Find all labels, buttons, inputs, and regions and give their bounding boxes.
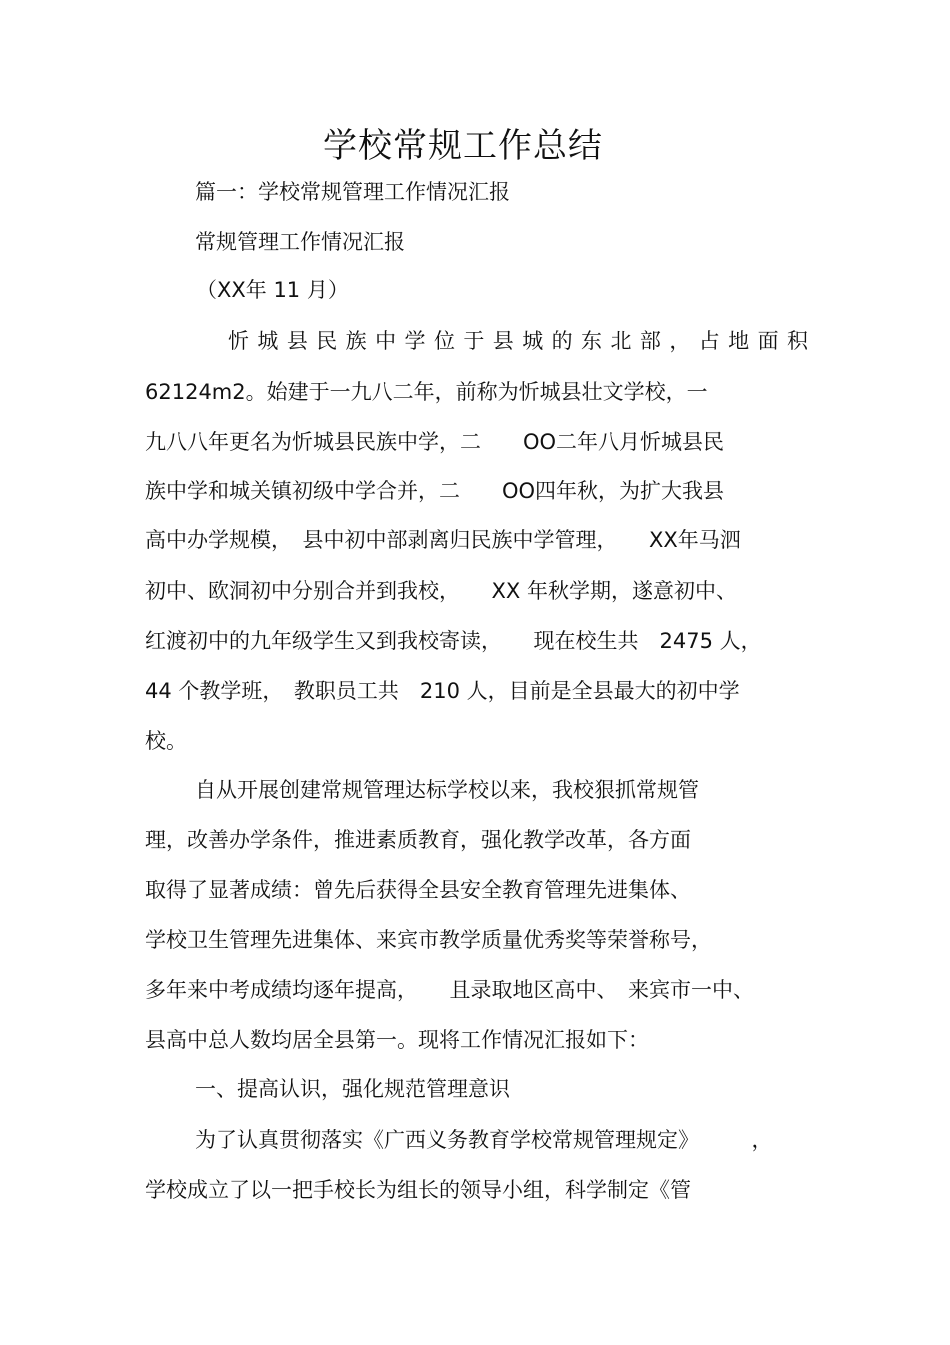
report-title: 常规管理工作情况汇报 bbox=[195, 230, 405, 254]
paragraph-line: 学校成立了以一把手校长为组长的领导小组，科学制定《管 bbox=[145, 1178, 691, 1202]
paragraph-line: 族中学和城关镇初级中学合并，二 OO四年秋，为扩大我县 bbox=[145, 479, 725, 503]
paragraph-line: 44 个教学班， 教职员工共 210 人，目前是全县最大的初中学 bbox=[145, 679, 740, 703]
paragraph-line: 为了认真贯彻落实《广西义务教育学校常规管理规定》 ， bbox=[195, 1128, 773, 1152]
document-title: 学校常规工作总结 bbox=[323, 126, 603, 166]
paragraph-line: 多年来中考成绩均逐年提高， 且录取地区高中、 来宾市一中、 bbox=[145, 978, 754, 1002]
section-heading: 篇一：学校常规管理工作情况汇报 bbox=[195, 180, 510, 204]
paragraph-line: 红渡初中的九年级学生又到我校寄读， 现在校生共 2475 人， bbox=[145, 629, 762, 653]
paragraph-line: 初中、欧洞初中分别合并到我校， XX 年秋学期，遂意初中、 bbox=[145, 579, 737, 603]
subsection-heading: 一、提高认识，强化规范管理意识 bbox=[195, 1077, 510, 1101]
paragraph-line: 学校卫生管理先进集体、来宾市教学质量优秀奖等荣誉称号， bbox=[145, 928, 712, 952]
paragraph-line: 自从开展创建常规管理达标学校以来，我校狠抓常规管 bbox=[195, 778, 699, 802]
paragraph-line: 县高中总人数均居全县第一。现将工作情况汇报如下： bbox=[145, 1028, 649, 1052]
paragraph-line: 校。 bbox=[145, 729, 187, 753]
paragraph-line: 理，改善办学条件，推进素质教育，强化教学改革，各方面 bbox=[145, 828, 691, 852]
paragraph-line: 62124m2。始建于一九八二年，前称为忻城县壮文学校，一 bbox=[145, 380, 708, 404]
paragraph-line: 九八八年更名为忻城县民族中学，二 OO二年八月忻城县民 bbox=[145, 430, 725, 454]
paragraph-line: 忻城县民族中学位于县城的东北部，占地面积 bbox=[228, 329, 808, 353]
report-date: （XX年 11 月） bbox=[196, 278, 349, 302]
paragraph-line: 取得了显著成绩：曾先后获得全县安全教育管理先进集体、 bbox=[145, 878, 691, 902]
paragraph-line: 高中办学规模， 县中初中部剥离归民族中学管理， XX年马泗 bbox=[145, 528, 741, 552]
